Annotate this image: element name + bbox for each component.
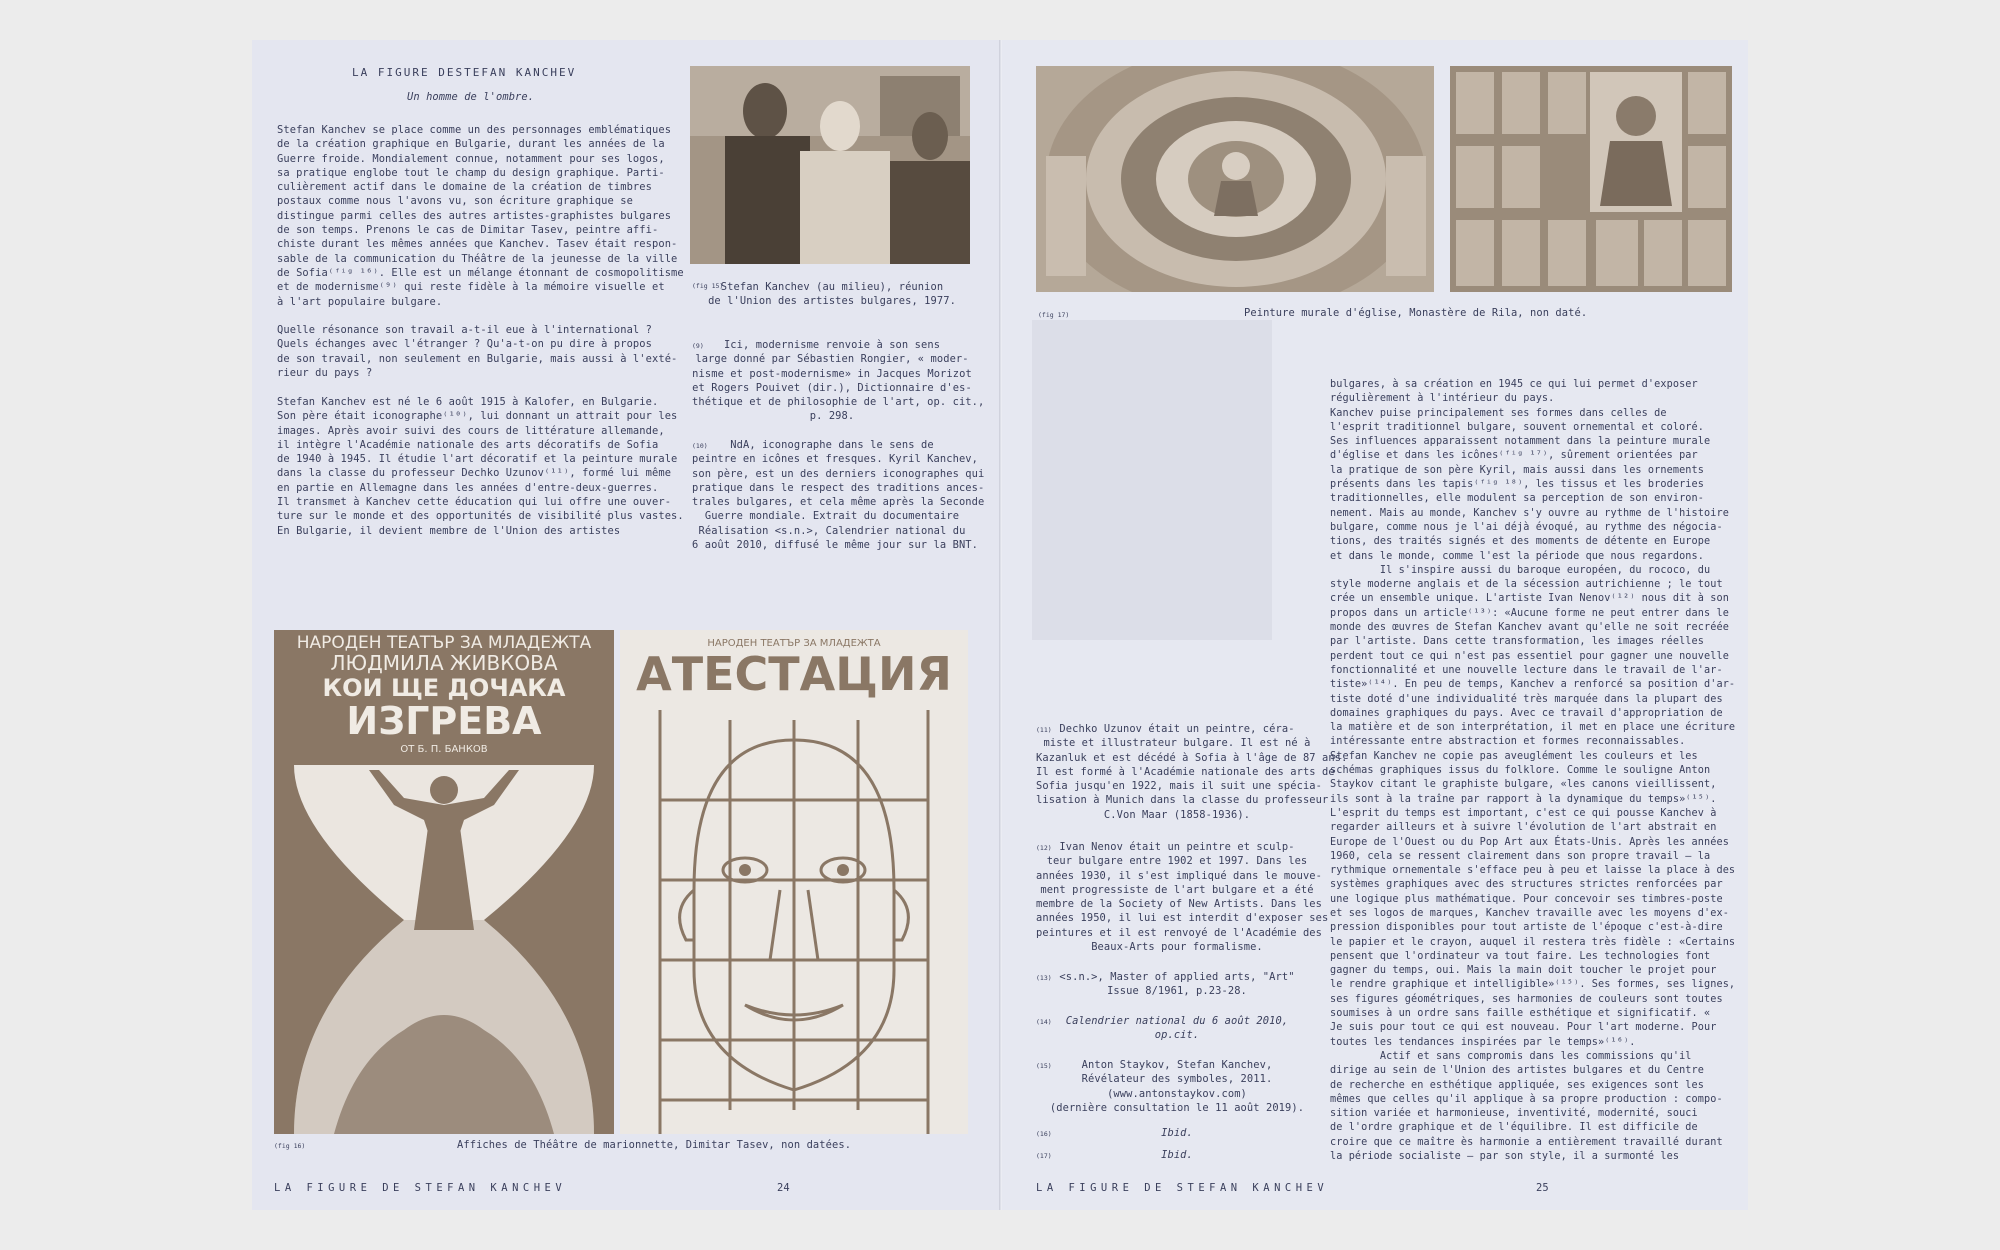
text-line: ils sont à la traîne par rapport à la dynamique du temps»⁽¹⁵⁾. <box>1330 793 1717 805</box>
text-line: Anton Staykov, Stefan Kanchev, <box>1081 1059 1273 1071</box>
text-line: Il s'inspire aussi du baroque européen, du rococo, du <box>1330 564 1711 576</box>
frescoes-figure-tag: (fig 17) <box>1038 311 1070 319</box>
text-line: Dechko Uzunov était un peintre, céra- <box>1059 723 1295 735</box>
text-line: (dernière consultation le 11 août 2019). <box>1049 1101 1305 1114</box>
text-line: mêmes que celles qu'il applique à sa propre production : compo- <box>1330 1093 1723 1105</box>
text-line: une logique plus mathématique. Pour concevoir ses timbres-poste <box>1330 893 1723 905</box>
text-line: Réalisation <s.n.>, Calendrier national du <box>698 524 966 537</box>
text-line: la matière et de son interprétation, il met en place une écriture <box>1330 722 1736 734</box>
text-line: de son temps. Prenons le cas de Dimitar Tasev, peintre affi- <box>277 224 659 237</box>
text-line: perdent tout ce qui n'est pas essentiel pour gagner une nouvelle <box>1330 650 1729 662</box>
rila-icons-fresco <box>1450 66 1732 292</box>
text-line: rythmique ornementale s'efface peu à peu et laisse la place à des <box>1330 865 1736 877</box>
text-line: propos dans un article⁽¹³⁾: «Aucune forme ne peut entrer dans le <box>1330 607 1729 619</box>
text-line: ture sur le monde et des opportunités de visibilité plus vastes. <box>277 510 684 523</box>
text-line: culièrement actif dans le domaine de la création de timbres <box>277 181 652 194</box>
text-line: présents dans les tapis⁽ᶠⁱᵍ ¹⁸⁾, les tissus et les broderies <box>1330 479 1705 491</box>
text-line: crée un ensemble unique. L'artiste Ivan Nenov⁽¹²⁾ nous dit à son <box>1330 593 1729 605</box>
text-line: rieur du pays ? <box>277 366 373 379</box>
poster2-line2: АТЕСТАЦИЯ <box>636 647 952 701</box>
text-line: domaines graphiques du pays. Avec ce travail d'appropriation de <box>1330 707 1723 719</box>
text-line: et dans le monde, comme l'est la période que nous regardons. <box>1330 550 1705 562</box>
photo-caption <box>692 280 972 309</box>
text-line: Sofia jusqu'en 1922, mais il suit une spécia- <box>1036 780 1323 793</box>
text-line: soumises à un ordre sans faille esthétique et significatif. « <box>1330 1008 1711 1020</box>
text-line: L'esprit du temps est important, c'est ce qui pousse Kanchev à <box>1330 807 1717 819</box>
text-line: 1960, cela se ressent clairement dans son propre travail — la <box>1330 850 1711 862</box>
text-line: Stefan Kanchev est né le 6 août 1915 à Kalofer, en Bulgarie. <box>277 396 659 408</box>
show-through-shadow <box>1032 320 1272 640</box>
footnote-14-number: (14) <box>1036 1018 1052 1026</box>
text-line: le rendre graphique et intelligible»⁽¹⁵⁾. Ses formes, ses lignes, <box>1330 979 1736 991</box>
body-paragraph-3 <box>277 395 684 538</box>
footnote-16-number: (16) <box>1036 1130 1052 1138</box>
text-line: toutes les tendances inspirées par le temps»⁽¹⁶⁾. <box>1330 1036 1636 1048</box>
text-line: Staykov citant le graphiste bulgare, «les canons vieillissent, <box>1330 779 1717 791</box>
footnote-13 <box>1036 970 1318 999</box>
text-line: pensent que l'ordinateur va tout faire. Les technologies font <box>1330 950 1711 962</box>
text-line: postaux comme nous l'avons vu, son écriture graphique se <box>277 195 633 208</box>
left-page <box>252 40 1002 1210</box>
text-line: chiste durant les mêmes années que Kanchev. Tasev était respon- <box>277 238 678 251</box>
text-line: Il transmet à Kanchev cette éducation qui lui offre une ouver- <box>277 496 672 509</box>
text-line: d'église et dans les icônes⁽ᶠⁱᵍ ¹⁷⁾, sûrement orientées par <box>1330 450 1698 462</box>
text-line: régulièrement à l'intérieur du pays. <box>1330 393 1555 405</box>
footnote-10-number: (10) <box>692 442 708 450</box>
text-line: l'esprit traditionnel bulgare, souvent ornemental et coloré. <box>1330 421 1705 433</box>
text-line: fonctionnalité et une nouvelle lecture dans le travail de l'ar- <box>1330 664 1723 676</box>
meeting-photo <box>690 66 970 264</box>
posters-figure-tag: (fig 16) <box>274 1142 306 1150</box>
text-line: 6 août 2010, diffusé le même jour sur la BNT. <box>692 539 979 552</box>
footnote-15-number: (15) <box>1036 1062 1052 1070</box>
text-line: teur bulgare entre 1902 et 1997. Dans les <box>1046 855 1308 868</box>
text-line: op.cit. <box>1154 1029 1200 1042</box>
text-line: intéressante entre abstraction et formes reconnaissables. <box>1330 736 1686 748</box>
text-line: monde des œuvres de Stefan Kanchev avant qu'elle ne soit recréée <box>1330 622 1729 634</box>
text-line: de l'Union des artistes bulgares, 1977. <box>708 295 956 308</box>
text-line: large donné par Sébastien Rongier, « moder- <box>695 353 969 366</box>
text-line: style moderne anglais et de la sécession autrichienne ; le tout <box>1330 579 1723 591</box>
text-line: le papier et le crayon, auquel il restera très fidèle : «Certains <box>1330 936 1736 948</box>
text-line: en partie en Allemagne dans les années d'entre-deux-guerres. <box>277 481 659 494</box>
rila-dome-fresco <box>1036 66 1434 292</box>
text-line: Calendrier national du 6 août 2010, <box>1065 1015 1289 1027</box>
text-line: de la création graphique en Bulgarie, durant les années de la <box>277 138 665 151</box>
body-paragraph-2 <box>277 323 677 380</box>
text-line: lisation à Munich dans la classe du professeur <box>1036 794 1329 807</box>
text-line: Quelle résonance son travail a-t-il eue à l'international ? <box>277 324 652 336</box>
text-line: Ses influences apparaissent notamment dans la peinture murale <box>1330 436 1711 448</box>
photo-figure-tag: (fig 15) <box>692 282 724 290</box>
poster1-line2: ЛЮДМИЛА ЖИВКОВА <box>330 651 558 675</box>
text-line: Guerre froide. Mondialement connue, notamment pour ses logos, <box>277 152 665 165</box>
footnote-9-number: (9) <box>692 342 704 350</box>
text-line: de l'ordre graphique et de l'équilibre. Il est difficile de <box>1330 1122 1698 1134</box>
text-line: pratique dans le respect des traditions ances- <box>692 481 985 494</box>
text-line: p. 298. <box>809 410 855 423</box>
text-line: Je suis pour tout ce qui est nouveau. Pour l'art moderne. Pour <box>1330 1022 1717 1034</box>
text-line: Beaux-Arts pour formalisme. <box>1091 941 1263 954</box>
text-line: Stefan Kanchev se place comme un des personnages emblématiques <box>277 124 672 136</box>
poster1-line3: КОИ ЩЕ ДОЧАКА <box>322 674 566 702</box>
text-line: de 1940 à 1945. Il étudie l'art décoratif et la peinture murale <box>277 453 678 466</box>
poster1-line5: ОТ Б. П. БАНКОВ <box>400 744 488 755</box>
footnote-14 <box>1036 1014 1318 1043</box>
text-line: de son travail, non seulement en Bulgarie, mais aussi à l'exté- <box>277 352 678 365</box>
text-line: schémas graphiques issus du folklore. Comme le souligne Anton <box>1330 765 1711 777</box>
text-line: son père, est un des derniers iconographes qui <box>692 467 985 480</box>
footnote-13-number: (13) <box>1036 974 1052 982</box>
text-line: la pratique de son père Kyril, mais aussi dans les ornements <box>1330 464 1705 476</box>
text-line: pression disponibles pour tout artiste de l'époque c'est-à-dire <box>1330 922 1723 934</box>
text-line: Révélateur des symboles, 2011. <box>1081 1073 1273 1086</box>
right-body-text <box>1330 378 1735 1164</box>
text-line: peintures et il est renvoyé de l'Académie des <box>1036 926 1323 939</box>
footnote-16: Ibid. <box>1161 1127 1193 1139</box>
footnote-17: Ibid. <box>1161 1149 1193 1161</box>
text-line: Ici, modernisme renvoie à son sens <box>723 339 941 351</box>
text-line: de recherche en esthétique appliquée, ses exigences sont les <box>1330 1079 1705 1091</box>
footnote-12-number: (12) <box>1036 844 1052 852</box>
text-line: Stefan Kanchev ne copie pas aveuglément les couleurs et les <box>1330 750 1698 762</box>
text-line: à l'art populaire bulgare. <box>277 295 443 308</box>
text-line: peintre en icônes et fresques. Kyril Kanchev, <box>692 453 979 466</box>
poster1-line1: НАРОДЕН ТЕАТЪР ЗА МЛАДЕЖТА <box>296 633 592 653</box>
text-line: tiste»⁽¹⁴⁾. En peu de temps, Kanchev a renforcé sa position d'ar- <box>1330 679 1736 691</box>
right-page-number: 25 <box>1536 1182 1549 1194</box>
text-line: bulgare, comme nous je l'ai déjà évoqué, au rythme des négocia- <box>1330 521 1723 533</box>
text-line: ment progressiste de l'art bulgare et a été <box>1040 883 1314 896</box>
text-line: Europe de l'Ouest ou du Pop Art aux États-Unis. Après les années <box>1330 836 1729 848</box>
text-line: et Rogers Pouivet (dir.), Dictionnaire d'es- <box>692 381 972 394</box>
text-line: gagner du temps, oui. Mais la main doit toucher le projet pour <box>1330 965 1717 977</box>
text-line: membre de la Society of New Artists. Dans les <box>1036 898 1323 911</box>
text-line: Kanchev puise principalement ses formes dans celles de <box>1330 407 1667 419</box>
chapter-title: LA FIGURE DESTEFAN KANCHEV <box>352 66 577 79</box>
text-line: miste et illustrateur bulgare. Il est né à <box>1043 737 1311 750</box>
text-line: nement. Mais au monde, Kanchev s'y ouvre au rythme de l'histoire <box>1330 507 1729 519</box>
text-line: tiste doté d'une individualité très marquée dans la plupart des <box>1330 693 1723 705</box>
text-line: C.Von Maar (1858-1936). <box>1103 808 1251 821</box>
footnote-10 <box>692 438 985 552</box>
poster2-line1: НАРОДЕН ТЕАТЪР ЗА МЛАДЕЖТА <box>707 638 881 649</box>
text-line: dirige au sein de l'Union des artistes bulgares et du Centre <box>1330 1065 1705 1077</box>
text-line: Kazanluk et est décédé à Sofia à l'âge de 87 ans. <box>1036 751 1348 764</box>
text-line: et ses logos de marques, Kanchev travaille avec les moyens d'ex- <box>1330 907 1729 919</box>
text-line: bulgares, à sa création en 1945 ce qui lui permet d'exposer <box>1330 379 1698 390</box>
right-page <box>1002 40 1748 1210</box>
footnote-12 <box>1036 840 1329 954</box>
text-line: de Sofia⁽ᶠⁱᵍ ¹⁶⁾. Elle est un mélange étonnant de cosmopolitisme <box>277 266 684 279</box>
text-line: regarder ailleurs et à suivre l'évolution de l'art abstrait en <box>1330 822 1717 834</box>
text-line: <s.n.>, Master of applied arts, "Art" <box>1059 971 1295 983</box>
text-line: années 1930, il s'est impliqué dans le mouve- <box>1036 869 1323 882</box>
text-line: sa pratique englobe tout le champ du design graphique. Parti- <box>277 166 665 179</box>
text-line: il intègre l'Académie nationale des arts décoratifs de Sofia <box>277 438 659 451</box>
poster1-line4: ИЗГРЕВА <box>346 699 542 743</box>
text-line: par l'artiste. Dans cette transformation, les images réelles <box>1330 636 1705 648</box>
text-line: images. Après avoir suivi des cours de littérature allemande, <box>277 424 665 437</box>
text-line: sable de la communication du Théâtre de la jeunesse de la ville <box>277 252 678 265</box>
right-running-footer: LA FIGURE DE STEFAN KANCHEV <box>1036 1182 1329 1194</box>
footnote-11 <box>1036 722 1348 822</box>
text-line: et de modernisme⁽⁹⁾ qui reste fidèle à la mémoire visuelle et <box>277 281 665 294</box>
frescoes-caption: Peinture murale d'église, Monastère de Rila, non daté. <box>1244 307 1588 319</box>
text-line: systèmes graphiques avec des structures strictes renforcées par <box>1330 879 1723 891</box>
text-line: sition variée et harmonieuse, inventivité, modernité, souci <box>1330 1108 1698 1120</box>
text-line: Stefan Kanchev (au milieu), réunion <box>720 281 944 293</box>
text-line: Quels échanges avec l'étranger ? Qu'a-t-on pu dire à propos <box>277 338 652 351</box>
body-paragraph-1 <box>277 123 684 309</box>
text-line: Ivan Nenov était un peintre et sculp- <box>1059 841 1295 853</box>
text-line: Actif et sans compromis dans les commissions qu'il <box>1330 1050 1692 1062</box>
left-running-footer: LA FIGURE DE STEFAN KANCHEV <box>274 1182 567 1194</box>
text-line: distingue parmi celles des autres artistes-graphistes bulgares <box>277 209 672 222</box>
text-line: années 1950, il lui est interdit d'exposer ses <box>1036 912 1329 925</box>
text-line: Issue 8/1961, p.23-28. <box>1107 985 1247 998</box>
footnote-11-number: (11) <box>1036 726 1052 734</box>
poster-atestatsiya <box>620 630 968 1134</box>
text-line: traditionnelles, elle modulent sa perception de son environ- <box>1330 493 1705 505</box>
text-line: croire que ce maître ès harmonie a entièrement travaillé durant <box>1330 1136 1723 1148</box>
text-line: ses figures géométriques, ses harmonies de couleurs sont toutes <box>1330 993 1723 1005</box>
poster-izgreva <box>274 630 614 1134</box>
text-line: En Bulgarie, il devient membre de l'Union des artistes <box>277 524 621 537</box>
text-line: dans la classe du professeur Dechko Uzunov⁽¹¹⁾, formé lui même <box>277 467 672 480</box>
text-line: tions, des traités signés et des moments de détente en Europe <box>1330 536 1711 548</box>
text-line: NdA, iconographe dans le sens de <box>730 439 934 451</box>
text-line: Guerre mondiale. Extrait du documentaire <box>704 510 960 523</box>
footnote-15 <box>1036 1058 1318 1115</box>
text-line: la période socialiste — par son style, il a surmonté les <box>1330 1151 1680 1163</box>
text-line: nisme et post-modernisme» in Jacques Morizot <box>692 367 972 380</box>
text-line: (www.antonstaykov.com) <box>1107 1087 1247 1100</box>
footnote-9 <box>692 338 985 424</box>
text-line: trales bulgares, et cela même après la Seconde <box>692 496 985 509</box>
posters-caption: Affiches de Théâtre de marionnette, Dimitar Tasev, non datées. <box>457 1139 852 1151</box>
text-line: Il est formé à l'Académie nationale des arts de <box>1036 765 1335 778</box>
text-line: thétique et de philosophie de l'art, op. cit., <box>692 396 985 409</box>
left-page-number: 24 <box>777 1182 790 1194</box>
text-line: Son père était iconographe⁽¹⁰⁾, lui donnant un attrait pour les <box>277 410 678 423</box>
footnote-17-number: (17) <box>1036 1152 1052 1160</box>
chapter-subtitle: Un homme de l'ombre. <box>407 91 535 103</box>
